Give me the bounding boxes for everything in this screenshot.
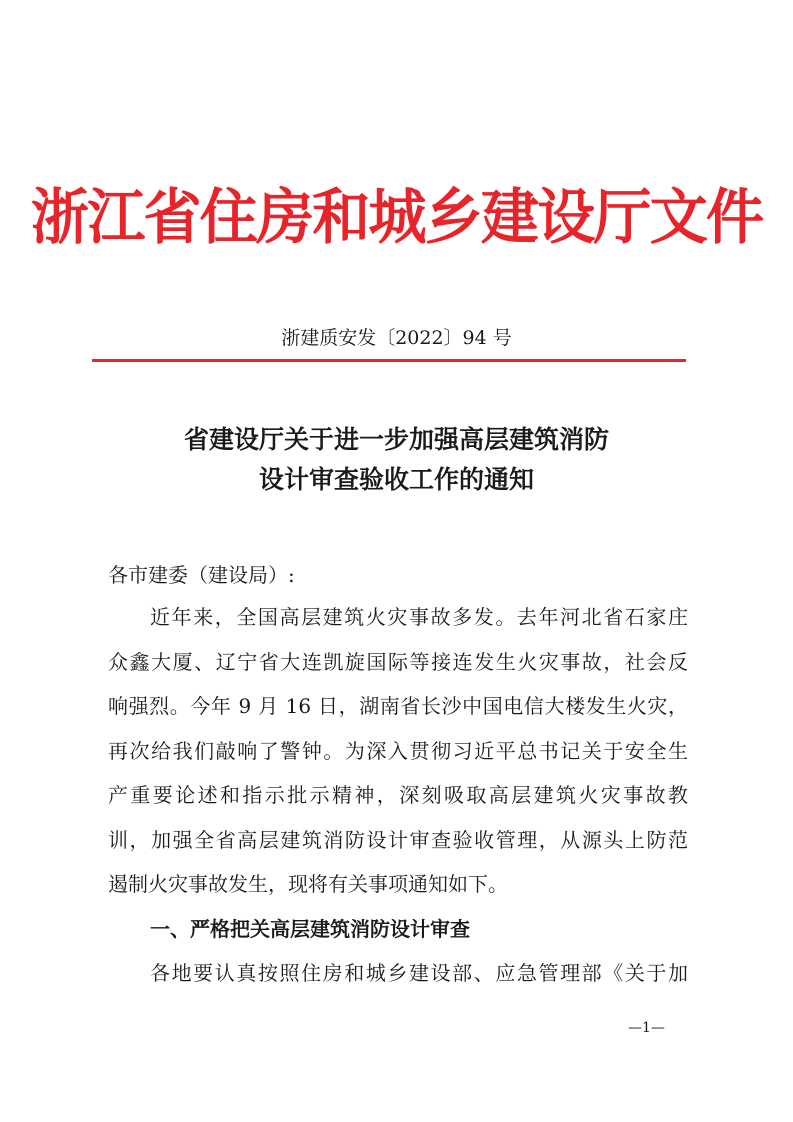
document-number: 浙建质安发〔2022〕94 号 bbox=[281, 327, 512, 349]
paragraph-1-line: 遏制火灾事故发生，现将有关事项通知如下。 bbox=[108, 872, 508, 896]
document-header-title: 浙江省住房和城乡建设厅文件 bbox=[30, 183, 763, 253]
paragraph-1-line: 众鑫大厦、辽宁省大连凯旋国际等接连发生火灾事故，社会反 bbox=[108, 650, 688, 674]
paragraph-1-line: 产重要论述和指示批示精神，深刻吸取高层建筑火灾事故教 bbox=[108, 783, 688, 807]
section-1-heading: 一、严格把关高层建筑消防设计审查 bbox=[150, 917, 470, 941]
notice-title-line-1: 省建设厅关于进一步加强高层建筑消防 bbox=[183, 425, 609, 454]
page-number: —1— bbox=[628, 1020, 665, 1036]
red-divider-rule bbox=[92, 359, 686, 362]
paragraph-1-line: 近年来，全国高层建筑火灾事故多发。去年河北省石家庄 bbox=[150, 605, 688, 629]
paragraph-1-line: 再次给我们敲响了警钟。为深入贯彻习近平总书记关于安全生 bbox=[108, 739, 688, 763]
paragraph-1-line: 响强烈。今年 9 月 16 日，湖南省长沙中国电信大楼发生火灾， bbox=[108, 694, 688, 718]
paragraph-2-line: 各地要认真按照住房和城乡建设部、应急管理部《关于加 bbox=[150, 961, 688, 985]
paragraph-1-line: 训，加强全省高层建筑消防设计审查验收管理，从源头上防范 bbox=[108, 828, 688, 852]
notice-title-line-2: 设计审查验收工作的通知 bbox=[258, 465, 534, 494]
salutation: 各市建委（建设局）: bbox=[108, 563, 295, 587]
